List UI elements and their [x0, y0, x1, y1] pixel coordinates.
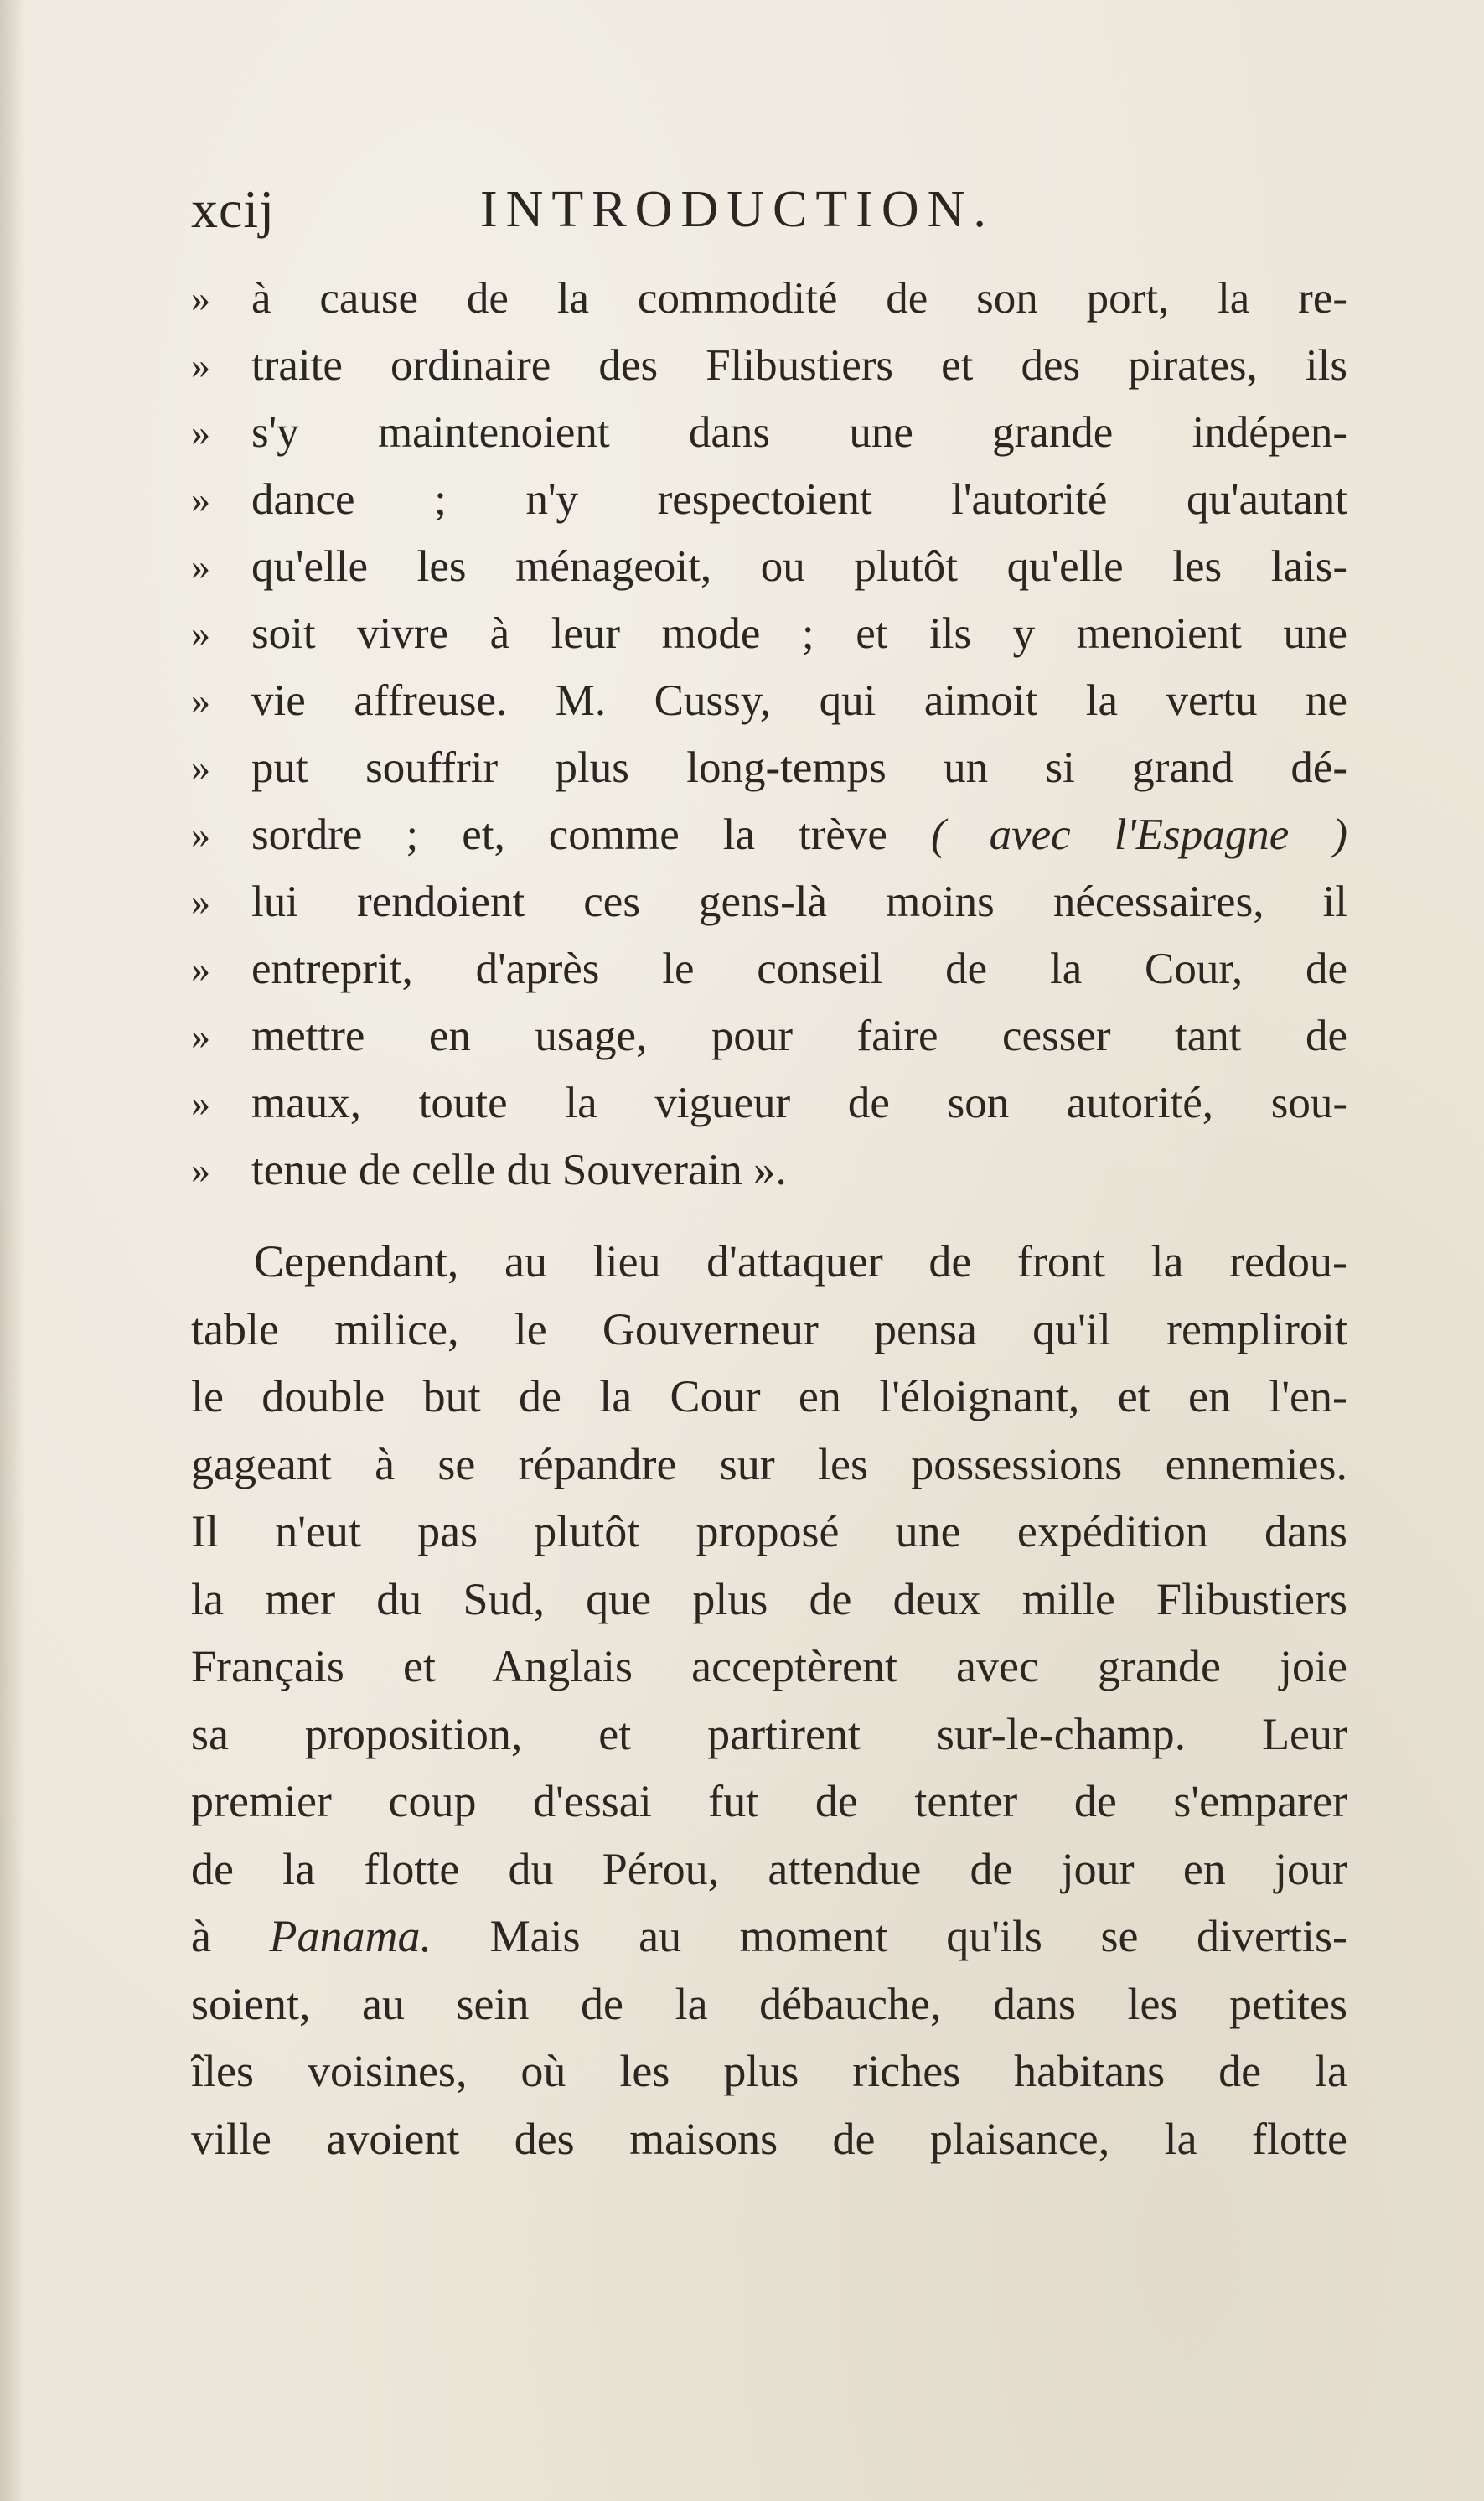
quote-line [191, 935, 1347, 1002]
quote-line-text: s'y maintenoient dans une grande indépen- [251, 408, 1347, 457]
paragraph-line: table milice, le Gouverneur pensa qu'il rempliroit [191, 1303, 1347, 1354]
quote-line [191, 332, 1347, 399]
paragraph-line: soient, au sein de la débauche, dans les petites [191, 1978, 1347, 2029]
line-rest: Mais au moment qu'ils se divertis- [432, 1911, 1347, 1961]
body-paragraph [191, 1228, 1347, 2172]
quote-line [191, 1002, 1347, 1069]
paragraph-line: Cependant, au lieu d'attaquer de front la redou- [254, 1236, 1347, 1287]
quote-line [191, 399, 1347, 466]
line-prefix: à [191, 1911, 270, 1961]
italic-aside: ( avec l'Espagne ) [930, 810, 1347, 859]
quote-line-text: lui rendoient ces gens-là moins nécessaires, il [251, 878, 1347, 926]
quote-mark: » [191, 746, 210, 789]
quote-line-text: qu'elle les ménageoit, ou plutôt qu'elle les lais- [251, 542, 1347, 591]
paragraph-line: îles voisines, où les plus riches habitans de la [191, 2046, 1347, 2096]
quote-line-text: à cause de la commodité de son port, la re- [251, 274, 1347, 323]
quote-mark: » [191, 1081, 210, 1124]
paragraph-line: le double but de la Cour en l'éloignant, et en l'en- [191, 1371, 1347, 1421]
quote-line-text: mettre en usage, pour faire cesser tant de [251, 1012, 1347, 1060]
quote-mark: » [191, 612, 210, 655]
quote-mark: » [191, 277, 210, 319]
running-title: INTRODUCTION. [480, 181, 995, 238]
paragraph-line: Français et Anglais acceptèrent avec grande joie [191, 1641, 1347, 1691]
quote-mark: » [191, 545, 210, 588]
paragraph-line: la mer du Sud, que plus de deux mille Flibustiers [191, 1573, 1347, 1624]
quote-line-text: entreprit, d'après le conseil de la Cour, de [251, 945, 1347, 993]
quote-mark: » [191, 478, 210, 520]
quote-mark: » [191, 344, 210, 386]
quote-mark: » [191, 947, 210, 990]
quote-line [191, 1069, 1347, 1137]
quote-line-text: traite ordinaire des Flibustiers et des pirates, ils [251, 341, 1347, 390]
quote-line-text: dance ; n'y respectoient l'autorité qu'autant [251, 475, 1347, 524]
paragraph-line [191, 1903, 1347, 1970]
paragraph-line: gageant à se répandre sur les possessions ennemies. [191, 1438, 1347, 1489]
quote-line [191, 801, 1347, 868]
quote-line-text: soit vivre à leur mode ; et ils y menoient une [251, 609, 1347, 658]
page-gutter-shadow [0, 0, 25, 2501]
quote-line-text-start: sordre ; et, comme la trève [251, 810, 931, 859]
page-number: xcij [191, 179, 275, 239]
paragraph-line: premier coup d'essai fut de tenter de s'emparer [191, 1776, 1347, 1826]
paragraph-line: de la flotte du Pérou, attendue de jour en jour [191, 1843, 1347, 1894]
page-header [191, 172, 1347, 247]
quote-mark: » [191, 1014, 210, 1057]
paragraph-line: ville avoient des maisons de plaisance, la flotte [191, 2113, 1347, 2164]
quote-mark: » [191, 1148, 210, 1191]
quoted-passage [191, 265, 1347, 1204]
quote-line [191, 265, 1347, 332]
quote-line-text: vie affreuse. M. Cussy, qui aimoit la vertu ne [251, 676, 1347, 725]
quote-line [191, 1137, 1347, 1204]
quote-mark: » [191, 679, 210, 722]
quote-line [191, 533, 1347, 600]
place-name-italic: Panama. [269, 1911, 432, 1961]
quote-line [191, 868, 1347, 935]
quote-line [191, 667, 1347, 734]
quote-mark: » [191, 880, 210, 923]
quote-mark: » [191, 813, 210, 856]
quote-line-text: maux, toute la vigueur de son autorité, sou- [251, 1079, 1347, 1127]
paragraph-line: Il n'eut pas plutôt proposé une expédition dans [191, 1506, 1347, 1556]
quote-line [191, 600, 1347, 667]
quote-line-text: tenue de celle du Souverain ». [251, 1146, 787, 1194]
quote-line [191, 734, 1347, 801]
quote-line [191, 466, 1347, 533]
quote-line-text: put souffrir plus long-temps un si grand dé- [251, 743, 1347, 792]
quote-line-text [251, 801, 1347, 868]
quote-mark: » [191, 411, 210, 453]
paragraph-line: sa proposition, et partirent sur-le-champ. Leur [191, 1708, 1347, 1759]
